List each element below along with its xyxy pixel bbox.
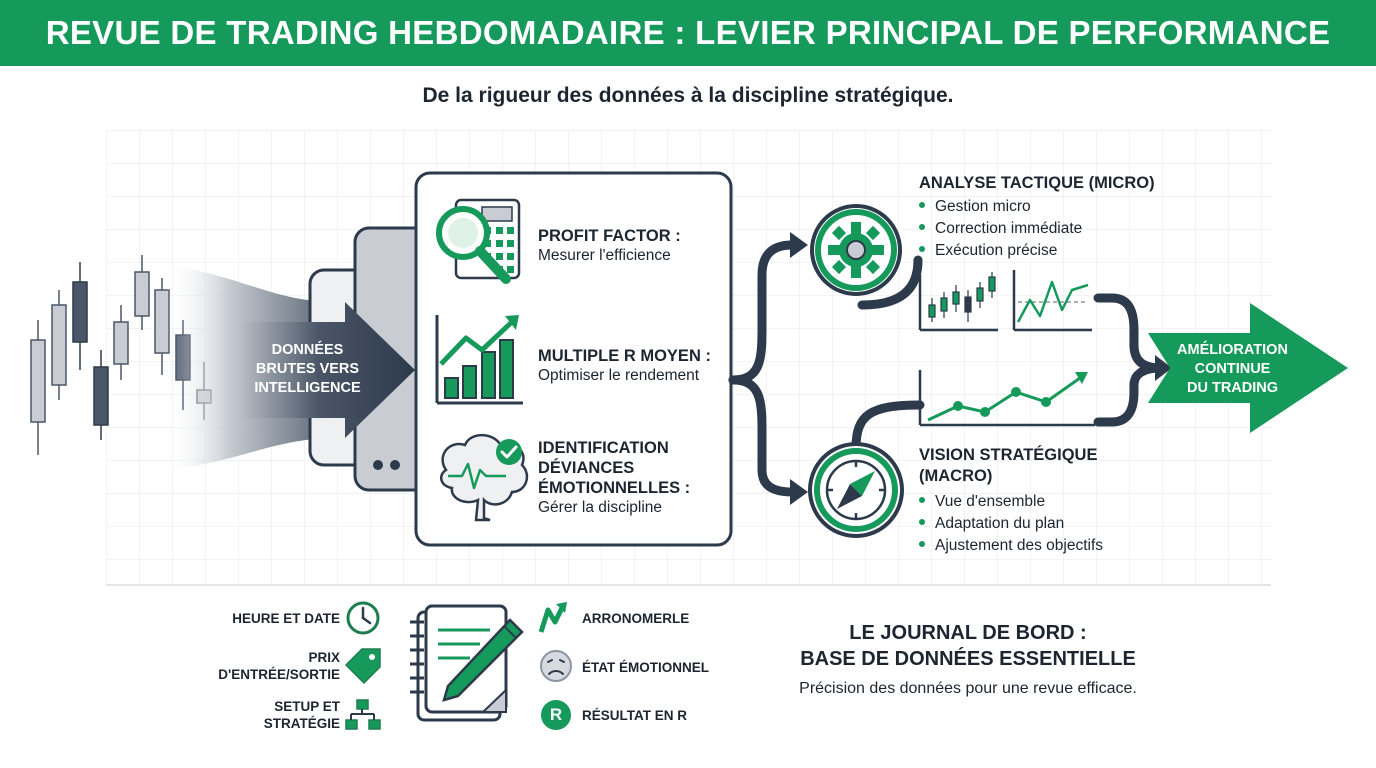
metric-title: IDENTIFICATION [538, 439, 669, 457]
metric-title: PROFIT FACTOR : [538, 227, 681, 245]
metric-title: DÉVIANCES [538, 459, 635, 477]
input-arrow-label-line: DONNÉES [271, 342, 344, 358]
macro-title-line: (MACRO) [919, 467, 993, 485]
metric-desc: Gérer la discipline [538, 499, 663, 516]
trend-zigzag-icon [541, 602, 567, 632]
output-arrow-label-line: AMÉLIORATION [1177, 342, 1288, 358]
macro-title [919, 445, 1097, 487]
metric-emotional-deviance [538, 438, 690, 518]
field-prix [160, 649, 340, 683]
field-resultat-r: RÉSULTAT EN R [582, 708, 687, 723]
notebook-pen-icon [410, 606, 522, 720]
micro-bullet: Exécution précise [919, 240, 1082, 262]
metric-title: MULTIPLE R MOYEN : [538, 347, 711, 365]
field-arronomerle: ARRONOMERLE [582, 611, 690, 626]
macro-bullets [919, 491, 1103, 557]
macro-title-line: VISION STRATÉGIQUE [919, 446, 1098, 464]
flowchart-icon [346, 700, 380, 729]
metric-title: ÉMOTIONNELLES : [538, 479, 691, 497]
micro-title: ANALYSE TACTIQUE (MICRO) [919, 174, 1155, 192]
input-arrow-label-line: INTELLIGENCE [254, 380, 361, 396]
field-etat-emotionnel: ÉTAT ÉMOTIONNEL [582, 660, 709, 675]
page-subtitle: De la rigueur des données à la discipline stratégique. [422, 84, 954, 107]
metric-profit-factor [538, 226, 681, 266]
output-arrow-label-line: CONTINUE [1194, 361, 1271, 377]
journal-title [758, 620, 1178, 672]
r-badge-letter: R [549, 705, 563, 724]
micro-bullet: Correction immédiate [919, 218, 1082, 240]
field-label-line: SETUP ET [274, 699, 340, 714]
input-arrow-label [250, 341, 365, 398]
journal-title-line: LE JOURNAL DE BORD : [849, 622, 1087, 644]
macro-bullet: Ajustement des objectifs [919, 535, 1103, 557]
output-arrow-label-line: DU TRADING [1186, 380, 1279, 396]
field-setup [180, 698, 340, 732]
micro-bullet: Gestion micro [919, 196, 1082, 218]
input-arrow-label-line: BRUTES VERS [255, 361, 360, 377]
output-arrow-label [1170, 341, 1295, 398]
journal-title-line: BASE DE DONNÉES ESSENTIELLE [800, 648, 1136, 670]
worried-face-icon [541, 651, 571, 681]
metric-desc: Mesurer l'efficience [538, 247, 671, 264]
clock-icon [348, 603, 378, 633]
page-title: REVUE DE TRADING HEBDOMADAIRE : LEVIER PRINCIPAL DE PERFORMANCE [45, 14, 1331, 51]
field-label-line: STRATÉGIE [263, 716, 340, 731]
field-label-line: PRIX [308, 650, 340, 665]
field-heure-date: HEURE ET DATE [232, 611, 340, 626]
field-label-line: D'ENTRÉE/SORTIE [218, 667, 340, 682]
price-tag-icon [346, 649, 380, 683]
metric-desc: Optimiser le rendement [538, 367, 700, 384]
metric-multiple-r [538, 346, 711, 386]
journal-desc: Précision des données pour une revue efficace. [799, 680, 1137, 697]
macro-bullet: Adaptation du plan [919, 513, 1103, 535]
macro-bullet: Vue d'ensemble [919, 491, 1103, 513]
micro-bullets [919, 196, 1082, 262]
